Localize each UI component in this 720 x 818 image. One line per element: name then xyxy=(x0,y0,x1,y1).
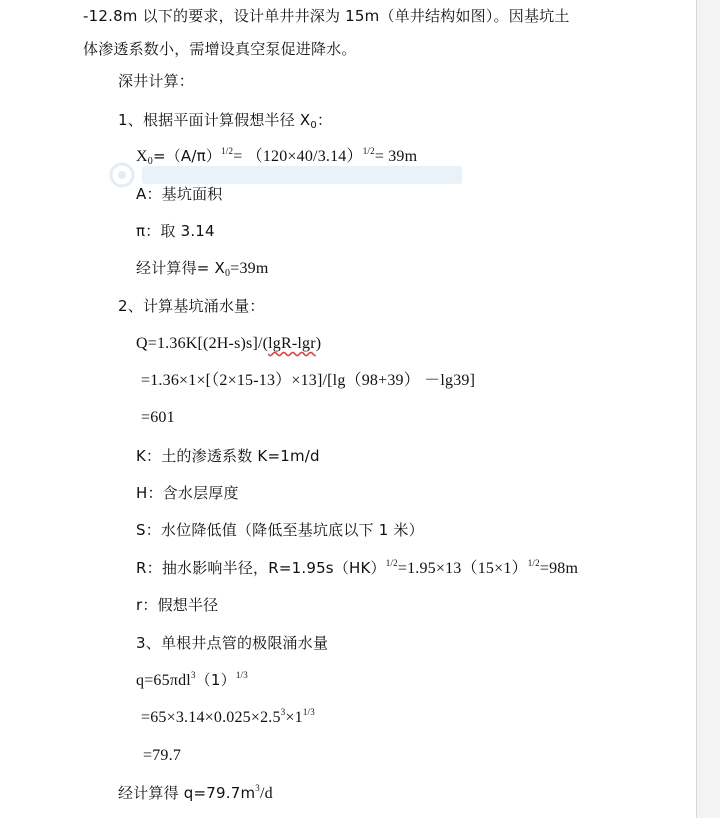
step-3-heading: 3、单根井点管的极限涌水量 xyxy=(136,634,329,652)
formula-q-limit-result: =79.7 xyxy=(143,747,182,764)
spellcheck-underline: lgR-lgr xyxy=(268,335,316,352)
step-2-heading: 2、计算基坑涌水量： xyxy=(118,297,265,315)
formula-q-result: =601 xyxy=(141,409,175,426)
formula-q-limit: $q=65\pi dl^3(1)^{1/3}$ xyxy=(136,670,248,689)
formula-q-substituted: =1.36×1×[（2×15-13）×13]/[lg（98+39） －lg39] xyxy=(141,372,476,389)
formula-q: Q=1.36K[(2H-s)s]/(lgR-lgr) xyxy=(136,335,322,352)
result-x0: 经计算得= $X_0=39m$ xyxy=(136,259,269,279)
section-heading-deep-well: 深井计算： xyxy=(118,72,195,90)
final-result: 经计算得 $q=79.7m^3/d$ xyxy=(118,783,273,802)
paragraph-line-2: 体渗透系数小，需增设真空泵促进降水。 xyxy=(83,40,357,58)
step-1-heading: 1、根据平面计算假想半径 $X_0$： xyxy=(118,111,333,131)
paragraph-line-1: -12.8m 以下的要求，设计单井井深为 15m（单井结构如图）。因基坑土 xyxy=(83,7,570,25)
subscript-zero: 0 xyxy=(310,120,317,131)
definition-r-small: r：假想半径 xyxy=(136,596,219,614)
formula-q-limit-substituted: $=65\times 3.14\times 0.025\times 2.5^3\times 1^{1/3}$ xyxy=(141,707,315,726)
definition-h: H：含水层厚度 xyxy=(136,484,239,502)
formula-x0: $X_0=(A/\pi)^{1/2}= (120\times 40/3.14)^{1/2}= 39m$ xyxy=(136,146,418,167)
definition-k: K：土的渗透系数 K=1m/d xyxy=(136,447,320,465)
definition-pi: π：取 3.14 xyxy=(136,222,215,240)
definition-r-radius: R：抽水影响半径，$R=1.95s(HK)^{1/2}=1.95\times 13(15\times 1)^{1/2}=98m$ xyxy=(136,558,579,577)
definition-a: A：基坑面积 xyxy=(136,185,223,203)
definition-s: S：水位降低值（降低至基坑底以下 1 米） xyxy=(136,521,424,539)
